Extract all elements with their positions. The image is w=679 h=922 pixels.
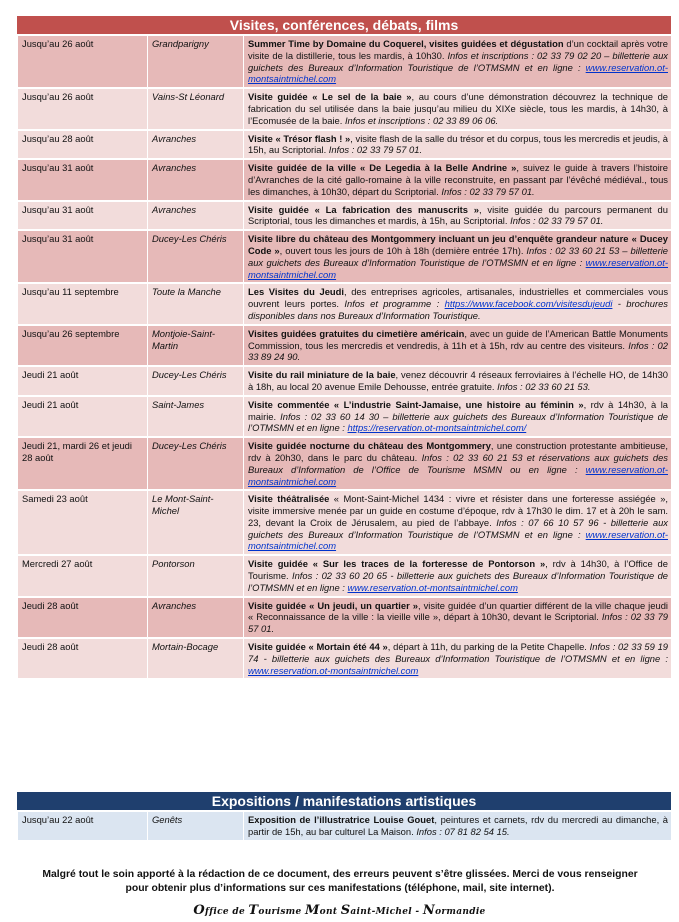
event-link[interactable]: www.reservation.ot-montsaintmichel.com: [248, 463, 668, 487]
event-date: Jeudi 21 août: [17, 367, 147, 395]
event-title: Visite guidée nocturne du château des Montgommery: [248, 440, 491, 452]
event-info: Infos et inscriptions : 02 33 79 02 20 – billetterie aux guichets des Bureaux d’Information Touristique de l’OTMSMN et en ligne :: [248, 49, 668, 73]
event-text: , visite guidée d’un quartier différent de la ville chaque jeudi « Reconnaissance de la ville : la vieille ville », départ à 10h30, devant le Scriptorial.: [248, 599, 668, 623]
event-text: , peintures et carnets, rdv du mercredi au dimanche, à partir de 15h, au bar culturel La Maison.: [248, 814, 669, 837]
event-link[interactable]: https://reservation.ot-montsaintmichel.com/: [347, 422, 527, 434]
event-description: [243, 438, 671, 489]
event-description: [243, 326, 671, 365]
event-info: Infos et inscriptions : 02 33 89 06 06.: [344, 114, 499, 126]
event-row: [17, 231, 671, 282]
event-row: [17, 326, 671, 365]
event-info: Infos : 02 33 60 21 53 – billetterie aux guichets des Bureaux d’Information Touristique de l’OTMSMN et en ligne :: [248, 244, 668, 268]
event-text: , venez découvrir 4 réseaux ferroviaires à l’échelle HO, de 14h30 à 18h, au local 20 avenue Emile Dehousse, entrée gratuite.: [248, 369, 668, 392]
event-text: , départ à 11h, du parking de la Petite Chapelle.: [387, 641, 590, 653]
event-place: Mortain-Bocage: [147, 639, 243, 678]
event-info: Infos : 02 33 60 20 65 - billetterie aux guichets des Bureaux d’Information Touristique de l’OTMSMN et en ligne :: [248, 570, 668, 593]
event-description: [243, 36, 671, 87]
event-date: Jusqu’au 26 août: [17, 89, 147, 128]
event-info: Infos : 02 33 60 21 53 et réservations aux guichets des Bureaux d’Information de l’Office de Tourisme MSMN ou en ligne :: [248, 451, 668, 475]
event-row: [17, 491, 671, 554]
event-info: Infos : 02 33 60 14 30 – billetterie aux guichets des Bureaux d’Information Touristique de l’OTMSMN et en ligne :: [248, 410, 669, 434]
event-info: Infos : 02 33 89 24 90.: [248, 339, 668, 363]
event-place: Avranches: [147, 131, 243, 159]
event-text: , des entreprises agricoles, artisanales, industrielles et commerciales vous ouvrent leurs portes.: [248, 286, 669, 310]
events-table: [17, 34, 671, 680]
event-title: Visite guidée « Sur les traces de la forteresse de Pontorson »: [248, 558, 546, 570]
section-title-expositions: Expositions / manifestations artistiques: [17, 792, 671, 810]
event-title: Summer Time by Domaine du Coquerel, visites guidées et dégustation: [248, 38, 564, 49]
event-link[interactable]: www.reservation.ot-montsaintmichel.com: [248, 664, 419, 676]
event-date: Jeudi 28 août: [17, 598, 147, 637]
event-title: Visite guidée « Le sel de la baie »: [248, 91, 412, 103]
event-link[interactable]: https://www.facebook.com/visitesdujeudi: [444, 298, 613, 310]
event-description: [243, 367, 671, 395]
event-place: Pontorson: [147, 556, 243, 595]
event-row: [17, 639, 671, 678]
event-title: Les Visites du Jeudi: [248, 286, 344, 298]
event-text: , rdv à 14h30, à l’Office de Tourisme.: [248, 558, 668, 582]
event-info: Infos : 02 33 79 57 01.: [510, 215, 604, 227]
event-date: Jusqu’au 11 septembre: [17, 284, 147, 323]
event-place: Grandparigny: [147, 36, 243, 87]
event-description: [243, 556, 671, 595]
event-link[interactable]: www.reservation.ot-montsaintmichel.com: [347, 581, 518, 593]
disclaimer-note: Malgré tout le soin apporté à la rédaction de ce document, des erreurs peuvent s’être glissées. Merci de vous renseigner pour obtenir plus d’informations sur ces manifestations (téléphone, mail, site internet).: [42, 869, 638, 894]
event-title: Visite libre du château des Montgommery incluant un jeu d’enquête grandeur nature « Ducey Code »: [248, 233, 668, 256]
event-date: Jeudi 21 août: [17, 397, 147, 436]
event-title: Visite commentée « L’industrie Saint-Jamaise, une histoire au féminin »: [248, 398, 584, 410]
event-description: [243, 89, 671, 128]
event-info: Infos et programme :: [344, 298, 445, 310]
event-description: [243, 812, 671, 840]
event-info: Infos : 02 33 79 57 01.: [441, 185, 535, 197]
event-place: Genêts: [147, 812, 243, 840]
event-text: , visite guidée du parcours permanent du Scriptorial, tous les dimanches et mardis, à 15h, au Scriptorial.: [248, 203, 668, 227]
event-text: , ouvert tous les jours de 10h à 18h (dernière entrée 17h).: [279, 244, 527, 256]
event-info: Infos : 02 33 59 19 74 - billetterie aux guichets des Bureaux d’Information Touristique de l’OTMSMN et en ligne :: [248, 641, 668, 664]
event-description: [243, 231, 671, 282]
event-date: Jusqu’au 31 août: [17, 231, 147, 282]
event-info: Infos : 02 33 79 57 01.: [328, 144, 423, 156]
event-date: Jusqu’au 31 août: [17, 202, 147, 230]
event-text: , avec un guide de l’American Battle Monuments Commission, tous les mercredis et vendredis, à 11h et à 15h, rdv au centre des visiteurs.: [248, 327, 668, 351]
event-title: Visite guidée « Mortain été 44 »: [248, 641, 388, 653]
event-row: [17, 556, 671, 595]
event-text: « Mont-Saint-Michel 1434 : vivre et résister dans une forteresse assiégée », visite immersive menée par un guide en costume d’époque, rdv à 17h30 le dim. 17 et à 20h le sam. 23, devant la Croix de Jérusalem, au pied de l’abbaye.: [248, 493, 669, 528]
event-text: , rdv à 14h30, à la mairie.: [248, 398, 668, 422]
event-link[interactable]: www.reservation.ot-montsaintmichel.com: [248, 528, 668, 552]
event-description: [243, 284, 671, 323]
event-row: [17, 438, 671, 489]
event-link[interactable]: www.reservation.ot-montsaintmichel.com: [248, 256, 668, 280]
event-title: Visite du rail miniature de la baie: [248, 369, 396, 381]
event-description: [243, 131, 671, 159]
expositions-table: [17, 810, 671, 842]
event-info: Infos : 02 33 60 21 53.: [497, 380, 591, 392]
event-title: Exposition de l’illustratrice Louise Gouet: [248, 814, 435, 825]
event-description: [243, 598, 671, 637]
event-date: Jusqu’au 22 août: [17, 812, 147, 840]
event-date: Jeudi 28 août: [17, 639, 147, 678]
event-place: Avranches: [147, 202, 243, 230]
event-place: Toute la Manche: [147, 284, 243, 323]
event-title: Visite « Trésor flash ! »: [248, 132, 351, 144]
event-text: d’un cocktail après votre visite de la distillerie, tous les mardis, à 10h30.: [248, 38, 668, 61]
event-place: Ducey-Les Chéris: [147, 367, 243, 395]
event-date: Jusqu’au 26 septembre: [17, 326, 147, 365]
event-title: Visites guidées gratuites du cimetière américain: [248, 327, 465, 339]
event-title: Visite guidée de la ville « De Legedia à la Belle Andrine »: [248, 162, 517, 174]
event-description: [243, 639, 671, 678]
event-description: [243, 202, 671, 230]
event-info-after: - brochures disponibles dans nos Bureaux d’Information Touristique.: [248, 298, 668, 321]
event-text: , une construction protestante ambitieuse, rdv à 20h30, dans le parc du château.: [248, 440, 668, 463]
event-title: Visite guidée « La fabrication des manuscrits »: [248, 203, 480, 215]
event-place: Vains-St Léonard: [147, 89, 243, 128]
event-place: Avranches: [147, 598, 243, 637]
event-row: [17, 131, 671, 159]
event-info: Infos : 07 66 10 57 96 - billetterie aux guichets des Bureaux d’Information Touristique de l’OTMSMN et en ligne :: [248, 516, 668, 540]
event-title: Visite guidée « Un jeudi, un quartier »: [248, 599, 418, 611]
section-title-visits: Visites, conférences, débats, films: [17, 16, 671, 34]
event-text: , visite flash de la salle du trésor et du corpus, tous les mercredis et jeudis, à 15h, au Scriptorial.: [248, 132, 668, 156]
event-row: [17, 367, 671, 395]
event-description: [243, 160, 671, 199]
event-row: [17, 36, 671, 87]
event-date: Jusqu’au 31 août: [17, 160, 147, 199]
event-link[interactable]: www.reservation.ot-montsaintmichel.com: [248, 61, 668, 85]
event-row: [17, 598, 671, 637]
event-description: [243, 397, 671, 436]
event-row: [17, 160, 671, 199]
event-info: Infos : 02 33 79 57 01.: [248, 611, 668, 635]
event-place: Ducey-Les Chéris: [147, 231, 243, 282]
event-date: Mercredi 27 août: [17, 556, 147, 595]
event-date: Jusqu’au 28 août: [17, 131, 147, 159]
event-row: [17, 89, 671, 128]
event-row: [17, 812, 671, 840]
event-date: Jusqu’au 26 août: [17, 36, 147, 87]
event-row: [17, 284, 671, 323]
event-place: Saint-James: [147, 397, 243, 436]
event-place: Montjoie-Saint-Martin: [147, 326, 243, 365]
event-text: , au cours d’une démonstration découvrez la technique de fabrication du sel utilisée dans la baie jusqu’au milieu du XIXe siècle, tous les mardis, à 14h30, à l’Ecomusée de la baie.: [248, 91, 668, 126]
event-row: [17, 202, 671, 230]
event-text: , suivez le guide à travers l’histoire d’Avranches de la cité gallo-romaine à la ville reconstruite, en passant par l’évêché médiéval., tous les dimanches, à 10h30, départ du Scriptorial.: [248, 162, 668, 197]
event-place: Le Mont-Saint-Michel: [147, 491, 243, 554]
event-row: [17, 397, 671, 436]
event-description: [243, 491, 671, 554]
event-place: Avranches: [147, 160, 243, 199]
office-signature: Office de Tourisme Mont Saint-Michel - Normandie: [193, 903, 486, 918]
event-date: Jeudi 21, mardi 26 et jeudi 28 août: [17, 438, 147, 489]
event-title: Visite théâtralisée: [248, 493, 330, 505]
event-place: Ducey-Les Chéris: [147, 438, 243, 489]
event-info: Infos : 07 81 82 54 15.: [416, 825, 510, 837]
event-date: Samedi 23 août: [17, 491, 147, 554]
